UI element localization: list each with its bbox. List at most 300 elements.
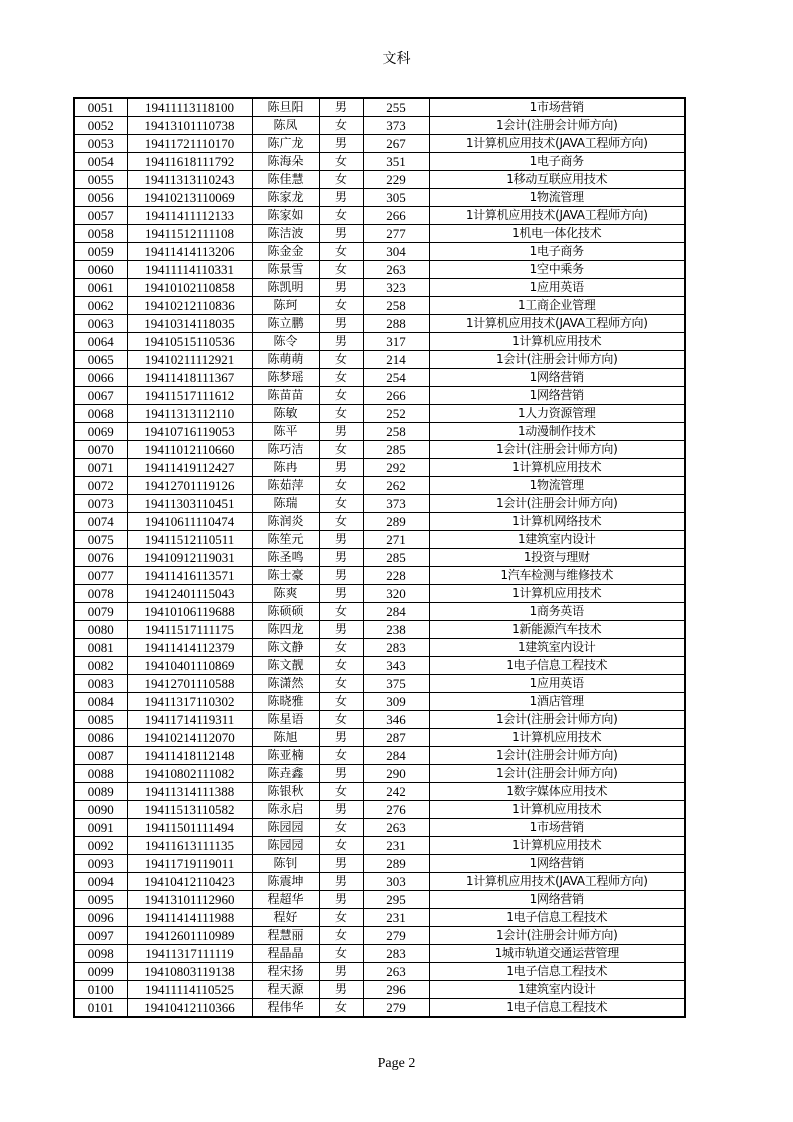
major-cell: 1会计(注册会计师方向) — [429, 441, 685, 459]
gender-cell: 女 — [319, 639, 363, 657]
table-row — [74, 729, 685, 747]
major-cell: 1计算机应用技术(JAVA工程师方向) — [429, 135, 685, 153]
table-row — [74, 963, 685, 981]
gender-cell: 女 — [319, 837, 363, 855]
score-cell: 229 — [363, 171, 429, 189]
gender-cell: 女 — [319, 369, 363, 387]
table-row — [74, 477, 685, 495]
name-cell: 陈金金 — [252, 243, 319, 261]
name-cell: 陈星语 — [252, 711, 319, 729]
major-cell: 1会计(注册会计师方向) — [429, 117, 685, 135]
seq-number-cell: 0098 — [74, 945, 127, 963]
major-cell: 1会计(注册会计师方向) — [429, 747, 685, 765]
table-row — [74, 549, 685, 567]
table-row — [74, 765, 685, 783]
exam-id-cell: 19413101110738 — [127, 117, 252, 135]
table-row — [74, 441, 685, 459]
score-cell: 238 — [363, 621, 429, 639]
major-cell: 1城市轨道交通运营管理 — [429, 945, 685, 963]
table-row — [74, 567, 685, 585]
name-cell: 陈文静 — [252, 639, 319, 657]
exam-id-cell: 19411113118100 — [127, 98, 252, 117]
score-cell: 231 — [363, 837, 429, 855]
exam-id-cell: 19411303110451 — [127, 495, 252, 513]
gender-cell: 男 — [319, 729, 363, 747]
seq-number-cell: 0052 — [74, 117, 127, 135]
seq-number-cell: 0064 — [74, 333, 127, 351]
exam-id-cell: 19410212110836 — [127, 297, 252, 315]
seq-number-cell: 0053 — [74, 135, 127, 153]
name-cell: 陈苗苗 — [252, 387, 319, 405]
seq-number-cell: 0089 — [74, 783, 127, 801]
table-row — [74, 279, 685, 297]
seq-number-cell: 0066 — [74, 369, 127, 387]
seq-number-cell: 0093 — [74, 855, 127, 873]
gender-cell: 男 — [319, 891, 363, 909]
name-cell: 陈士豪 — [252, 567, 319, 585]
gender-cell: 女 — [319, 513, 363, 531]
table-row — [74, 999, 685, 1018]
score-cell: 252 — [363, 405, 429, 423]
exam-id-cell: 19411419112427 — [127, 459, 252, 477]
table-row — [74, 117, 685, 135]
seq-number-cell: 0095 — [74, 891, 127, 909]
table-row — [74, 639, 685, 657]
major-cell: 1汽车检测与维修技术 — [429, 567, 685, 585]
seq-number-cell: 0083 — [74, 675, 127, 693]
major-cell: 1空中乘务 — [429, 261, 685, 279]
gender-cell: 女 — [319, 945, 363, 963]
major-cell: 1会计(注册会计师方向) — [429, 765, 685, 783]
name-cell: 陈令 — [252, 333, 319, 351]
exam-id-cell: 19410213110069 — [127, 189, 252, 207]
score-cell: 277 — [363, 225, 429, 243]
seq-number-cell: 0081 — [74, 639, 127, 657]
table-row — [74, 927, 685, 945]
seq-number-cell: 0086 — [74, 729, 127, 747]
name-cell: 程好 — [252, 909, 319, 927]
gender-cell: 女 — [319, 657, 363, 675]
gender-cell: 男 — [319, 531, 363, 549]
score-cell: 287 — [363, 729, 429, 747]
major-cell: 1计算机应用技术(JAVA工程师方向) — [429, 315, 685, 333]
major-cell: 1网络营销 — [429, 369, 685, 387]
score-cell: 304 — [363, 243, 429, 261]
score-cell: 279 — [363, 927, 429, 945]
exam-id-cell: 19411613111135 — [127, 837, 252, 855]
exam-id-cell: 19410515110536 — [127, 333, 252, 351]
major-cell: 1电子信息工程技术 — [429, 909, 685, 927]
table-row — [74, 675, 685, 693]
major-cell: 1投资与理财 — [429, 549, 685, 567]
major-cell: 1网络营销 — [429, 387, 685, 405]
score-cell: 242 — [363, 783, 429, 801]
gender-cell: 女 — [319, 495, 363, 513]
seq-number-cell: 0060 — [74, 261, 127, 279]
exam-id-cell: 19411012110660 — [127, 441, 252, 459]
seq-number-cell: 0070 — [74, 441, 127, 459]
major-cell: 1网络营销 — [429, 891, 685, 909]
score-cell: 373 — [363, 117, 429, 135]
seq-number-cell: 0061 — [74, 279, 127, 297]
table-row — [74, 513, 685, 531]
exam-id-cell: 19411418111367 — [127, 369, 252, 387]
name-cell: 陈家龙 — [252, 189, 319, 207]
score-cell: 255 — [363, 98, 429, 117]
major-cell: 1计算机应用技术 — [429, 459, 685, 477]
major-cell: 1会计(注册会计师方向) — [429, 495, 685, 513]
score-cell: 284 — [363, 603, 429, 621]
table-row — [74, 261, 685, 279]
score-cell: 346 — [363, 711, 429, 729]
score-cell: 343 — [363, 657, 429, 675]
major-cell: 1建筑室内设计 — [429, 531, 685, 549]
major-cell: 1计算机应用技术 — [429, 837, 685, 855]
name-cell: 陈爽 — [252, 585, 319, 603]
seq-number-cell: 0063 — [74, 315, 127, 333]
score-cell: 231 — [363, 909, 429, 927]
major-cell: 1电子信息工程技术 — [429, 963, 685, 981]
gender-cell: 女 — [319, 909, 363, 927]
name-cell: 陈敏 — [252, 405, 319, 423]
seq-number-cell: 0088 — [74, 765, 127, 783]
seq-number-cell: 0078 — [74, 585, 127, 603]
exam-id-cell: 19411414111988 — [127, 909, 252, 927]
name-cell: 陈钊 — [252, 855, 319, 873]
score-cell: 289 — [363, 513, 429, 531]
name-cell: 陈文靓 — [252, 657, 319, 675]
score-cell: 323 — [363, 279, 429, 297]
score-cell: 258 — [363, 423, 429, 441]
exam-id-cell: 19411719119011 — [127, 855, 252, 873]
name-cell: 程超华 — [252, 891, 319, 909]
gender-cell: 男 — [319, 765, 363, 783]
name-cell: 陈冉 — [252, 459, 319, 477]
gender-cell: 女 — [319, 243, 363, 261]
table-row — [74, 657, 685, 675]
table-row — [74, 153, 685, 171]
table-row — [74, 315, 685, 333]
seq-number-cell: 0091 — [74, 819, 127, 837]
gender-cell: 男 — [319, 621, 363, 639]
exam-id-cell: 19411414113206 — [127, 243, 252, 261]
gender-cell: 男 — [319, 963, 363, 981]
score-cell: 285 — [363, 441, 429, 459]
exam-id-cell: 19411114110331 — [127, 261, 252, 279]
gender-cell: 女 — [319, 117, 363, 135]
major-cell: 1计算机应用技术 — [429, 333, 685, 351]
name-cell: 程慧丽 — [252, 927, 319, 945]
exam-id-cell: 19411313110243 — [127, 171, 252, 189]
name-cell: 程伟华 — [252, 999, 319, 1018]
exam-id-cell: 19410611110474 — [127, 513, 252, 531]
exam-id-cell: 19411714119311 — [127, 711, 252, 729]
exam-id-cell: 19410314118035 — [127, 315, 252, 333]
name-cell: 陈园园 — [252, 819, 319, 837]
gender-cell: 男 — [319, 98, 363, 117]
name-cell: 陈广龙 — [252, 135, 319, 153]
major-cell: 1电子信息工程技术 — [429, 657, 685, 675]
exam-id-cell: 19410803119138 — [127, 963, 252, 981]
page-header-title: 文科 — [382, 51, 411, 67]
score-cell: 317 — [363, 333, 429, 351]
name-cell: 陈立鹏 — [252, 315, 319, 333]
exam-id-cell: 19411114110525 — [127, 981, 252, 999]
exam-id-cell: 19411418112148 — [127, 747, 252, 765]
gender-cell: 女 — [319, 711, 363, 729]
score-cell: 295 — [363, 891, 429, 909]
exam-id-cell: 19412701110588 — [127, 675, 252, 693]
major-cell: 1计算机应用技术 — [429, 729, 685, 747]
page-number: Page 2 — [377, 1056, 416, 1071]
score-cell: 263 — [363, 261, 429, 279]
exam-id-cell: 19411411112133 — [127, 207, 252, 225]
gender-cell: 男 — [319, 189, 363, 207]
name-cell: 陈海朵 — [252, 153, 319, 171]
score-cell: 254 — [363, 369, 429, 387]
major-cell: 1建筑室内设计 — [429, 639, 685, 657]
major-cell: 1计算机应用技术 — [429, 801, 685, 819]
score-cell: 305 — [363, 189, 429, 207]
score-cell: 279 — [363, 999, 429, 1018]
gender-cell: 男 — [319, 855, 363, 873]
gender-cell: 男 — [319, 135, 363, 153]
table-row — [74, 873, 685, 891]
seq-number-cell: 0079 — [74, 603, 127, 621]
name-cell: 陈银秋 — [252, 783, 319, 801]
major-cell: 1会计(注册会计师方向) — [429, 351, 685, 369]
major-cell: 1移动互联应用技术 — [429, 171, 685, 189]
seq-number-cell: 0087 — [74, 747, 127, 765]
exam-id-cell: 19410211112921 — [127, 351, 252, 369]
seq-number-cell: 0074 — [74, 513, 127, 531]
major-cell: 1电子商务 — [429, 153, 685, 171]
table-row — [74, 495, 685, 513]
table-row — [74, 693, 685, 711]
seq-number-cell: 0062 — [74, 297, 127, 315]
table-body — [74, 98, 685, 1017]
table-row — [74, 369, 685, 387]
major-cell: 1商务英语 — [429, 603, 685, 621]
table-row — [74, 135, 685, 153]
major-cell: 1物流管理 — [429, 189, 685, 207]
name-cell: 陈笙元 — [252, 531, 319, 549]
gender-cell: 女 — [319, 693, 363, 711]
exam-id-cell: 19412401115043 — [127, 585, 252, 603]
major-cell: 1酒店管理 — [429, 693, 685, 711]
seq-number-cell: 0100 — [74, 981, 127, 999]
gender-cell: 男 — [319, 585, 363, 603]
table-row — [74, 621, 685, 639]
gender-cell: 女 — [319, 477, 363, 495]
name-cell: 陈晓雅 — [252, 693, 319, 711]
seq-number-cell: 0099 — [74, 963, 127, 981]
name-cell: 陈旭 — [252, 729, 319, 747]
major-cell: 1计算机应用技术(JAVA工程师方向) — [429, 873, 685, 891]
name-cell: 陈巧洁 — [252, 441, 319, 459]
gender-cell: 男 — [319, 549, 363, 567]
major-cell: 1机电一体化技术 — [429, 225, 685, 243]
name-cell: 陈震坤 — [252, 873, 319, 891]
gender-cell: 女 — [319, 207, 363, 225]
seq-number-cell: 0076 — [74, 549, 127, 567]
gender-cell: 男 — [319, 459, 363, 477]
score-cell: 263 — [363, 819, 429, 837]
exam-id-cell: 19411317111119 — [127, 945, 252, 963]
score-cell: 296 — [363, 981, 429, 999]
gender-cell: 女 — [319, 153, 363, 171]
name-cell: 陈四龙 — [252, 621, 319, 639]
name-cell: 陈园园 — [252, 837, 319, 855]
gender-cell: 男 — [319, 981, 363, 999]
exam-id-cell: 19413101112960 — [127, 891, 252, 909]
score-cell: 303 — [363, 873, 429, 891]
table-row — [74, 171, 685, 189]
score-cell: 283 — [363, 639, 429, 657]
table-row — [74, 981, 685, 999]
seq-number-cell: 0075 — [74, 531, 127, 549]
exam-id-cell: 19410802111082 — [127, 765, 252, 783]
gender-cell: 女 — [319, 747, 363, 765]
table-row — [74, 891, 685, 909]
seq-number-cell: 0057 — [74, 207, 127, 225]
seq-number-cell: 0101 — [74, 999, 127, 1018]
score-cell: 266 — [363, 387, 429, 405]
name-cell: 陈茹萍 — [252, 477, 319, 495]
seq-number-cell: 0065 — [74, 351, 127, 369]
exam-id-cell: 19411618111792 — [127, 153, 252, 171]
seq-number-cell: 0094 — [74, 873, 127, 891]
exam-id-cell: 19410214112070 — [127, 729, 252, 747]
gender-cell: 女 — [319, 405, 363, 423]
major-cell: 1建筑室内设计 — [429, 981, 685, 999]
name-cell: 陈家如 — [252, 207, 319, 225]
name-cell: 陈珂 — [252, 297, 319, 315]
name-cell: 陈瑞 — [252, 495, 319, 513]
table-row — [74, 603, 685, 621]
name-cell: 陈硕硕 — [252, 603, 319, 621]
score-cell: 320 — [363, 585, 429, 603]
exam-id-cell: 19411416113571 — [127, 567, 252, 585]
exam-id-cell: 19412701119126 — [127, 477, 252, 495]
name-cell: 陈永启 — [252, 801, 319, 819]
exam-id-cell: 19410912119031 — [127, 549, 252, 567]
exam-id-cell: 19410412110423 — [127, 873, 252, 891]
name-cell: 陈圣鸣 — [252, 549, 319, 567]
exam-id-cell: 19410412110366 — [127, 999, 252, 1018]
seq-number-cell: 0056 — [74, 189, 127, 207]
table-row — [74, 207, 685, 225]
exam-id-cell: 19410102110858 — [127, 279, 252, 297]
table-row — [74, 801, 685, 819]
exam-id-cell: 19410106119688 — [127, 603, 252, 621]
name-cell: 陈平 — [252, 423, 319, 441]
gender-cell: 男 — [319, 279, 363, 297]
exam-id-cell: 19410401110869 — [127, 657, 252, 675]
gender-cell: 男 — [319, 423, 363, 441]
score-cell: 228 — [363, 567, 429, 585]
table-row — [74, 387, 685, 405]
seq-number-cell: 0072 — [74, 477, 127, 495]
score-cell: 276 — [363, 801, 429, 819]
score-cell: 283 — [363, 945, 429, 963]
table-row — [74, 98, 685, 117]
name-cell: 陈潇然 — [252, 675, 319, 693]
score-cell: 263 — [363, 963, 429, 981]
seq-number-cell: 0073 — [74, 495, 127, 513]
seq-number-cell: 0097 — [74, 927, 127, 945]
table-row — [74, 243, 685, 261]
name-cell: 陈洁波 — [252, 225, 319, 243]
score-cell: 214 — [363, 351, 429, 369]
seq-number-cell: 0090 — [74, 801, 127, 819]
score-cell: 262 — [363, 477, 429, 495]
gender-cell: 女 — [319, 783, 363, 801]
score-cell: 375 — [363, 675, 429, 693]
score-cell: 292 — [363, 459, 429, 477]
gender-cell: 女 — [319, 351, 363, 369]
exam-id-cell: 19411314111388 — [127, 783, 252, 801]
seq-number-cell: 0067 — [74, 387, 127, 405]
name-cell: 陈凤 — [252, 117, 319, 135]
major-cell: 1市场营销 — [429, 819, 685, 837]
gender-cell: 女 — [319, 441, 363, 459]
score-cell: 285 — [363, 549, 429, 567]
name-cell: 陈润炎 — [252, 513, 319, 531]
score-cell: 271 — [363, 531, 429, 549]
table-row — [74, 423, 685, 441]
seq-number-cell: 0058 — [74, 225, 127, 243]
major-cell: 1计算机应用技术 — [429, 585, 685, 603]
major-cell: 1工商企业管理 — [429, 297, 685, 315]
gender-cell: 女 — [319, 927, 363, 945]
score-cell: 290 — [363, 765, 429, 783]
major-cell: 1数字媒体应用技术 — [429, 783, 685, 801]
seq-number-cell: 0080 — [74, 621, 127, 639]
score-cell: 289 — [363, 855, 429, 873]
score-cell: 258 — [363, 297, 429, 315]
gender-cell: 女 — [319, 675, 363, 693]
table-row — [74, 531, 685, 549]
table-row — [74, 945, 685, 963]
score-cell: 267 — [363, 135, 429, 153]
name-cell: 陈旦阳 — [252, 98, 319, 117]
table-row — [74, 711, 685, 729]
student-score-table — [73, 97, 686, 1018]
gender-cell: 女 — [319, 261, 363, 279]
gender-cell: 男 — [319, 225, 363, 243]
exam-id-cell: 19411317110302 — [127, 693, 252, 711]
seq-number-cell: 0054 — [74, 153, 127, 171]
exam-id-cell: 19411721110170 — [127, 135, 252, 153]
table-row — [74, 459, 685, 477]
exam-id-cell: 19411512110511 — [127, 531, 252, 549]
exam-id-cell: 19412601110989 — [127, 927, 252, 945]
name-cell: 程天源 — [252, 981, 319, 999]
major-cell: 1电子商务 — [429, 243, 685, 261]
table-row — [74, 189, 685, 207]
exam-id-cell: 19411517111175 — [127, 621, 252, 639]
gender-cell: 女 — [319, 999, 363, 1018]
seq-number-cell: 0071 — [74, 459, 127, 477]
name-cell: 陈垚鑫 — [252, 765, 319, 783]
major-cell: 1计算机网络技术 — [429, 513, 685, 531]
gender-cell: 男 — [319, 801, 363, 819]
score-cell: 284 — [363, 747, 429, 765]
exam-id-cell: 19411313112110 — [127, 405, 252, 423]
seq-number-cell: 0085 — [74, 711, 127, 729]
exam-id-cell: 19411501111494 — [127, 819, 252, 837]
